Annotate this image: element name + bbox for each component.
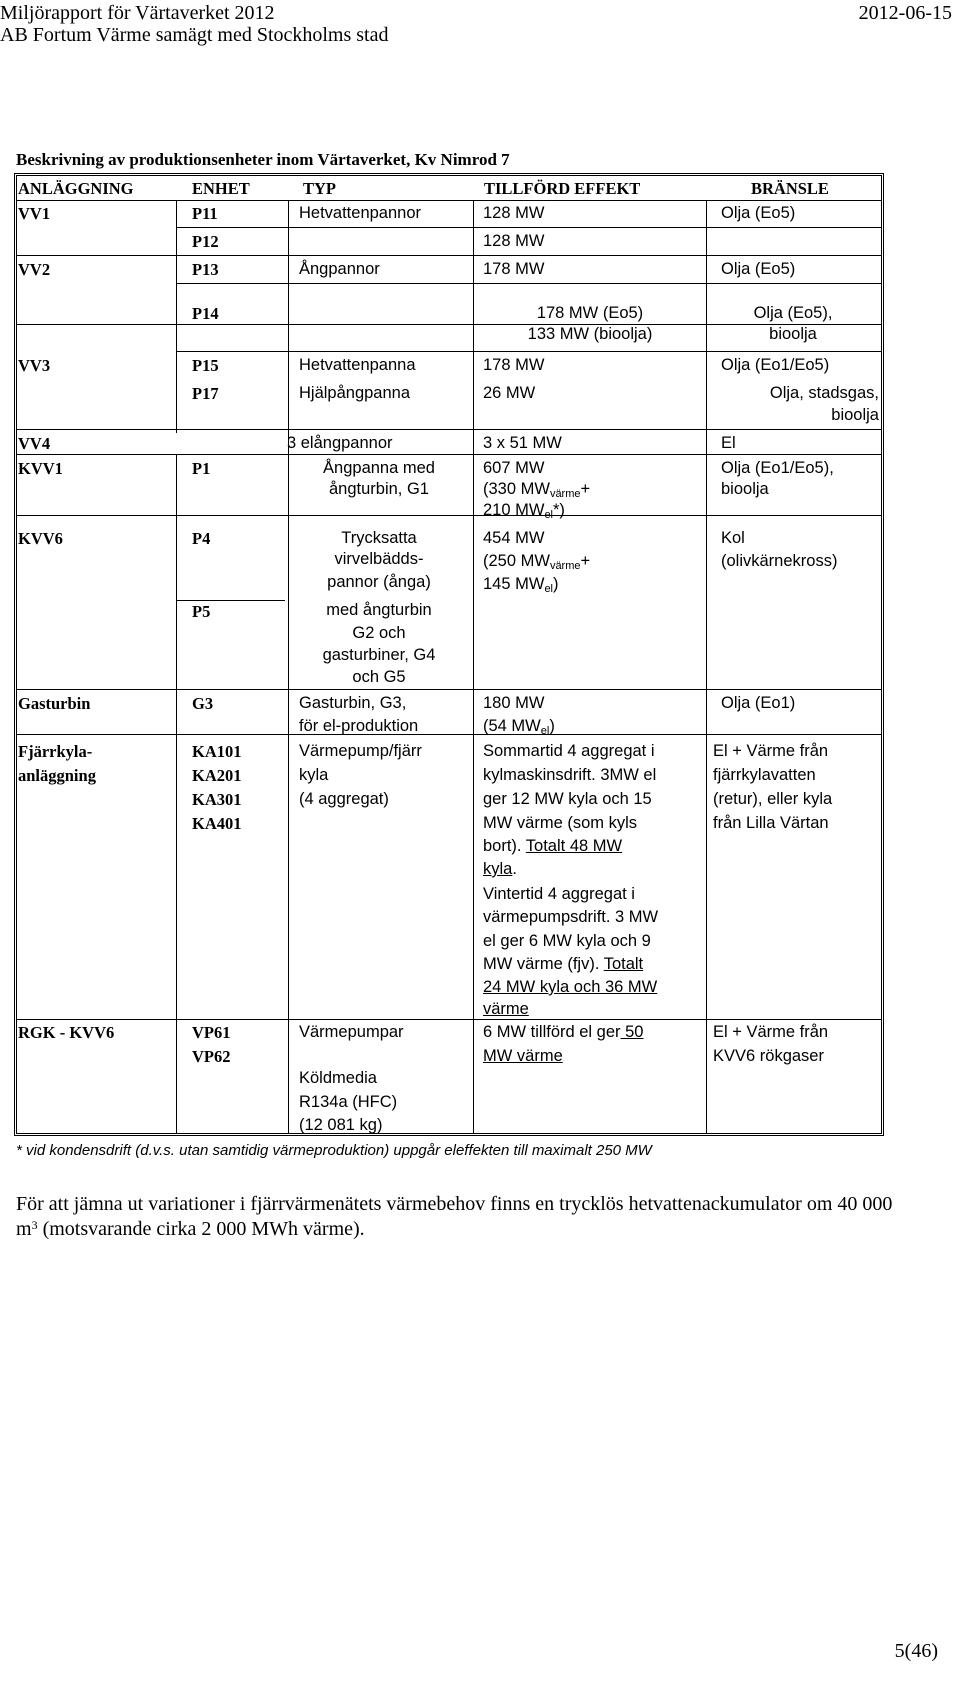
cell-eff-p15: 178 MW	[483, 356, 545, 374]
cell-fuel-fjarrkyla-line1: El + Värme från	[713, 742, 829, 760]
cell-fuel-gasturbin: Olja (Eo1)	[721, 694, 796, 712]
column-header-tillford-effekt: TILLFÖRD EFFEKT	[484, 179, 641, 198]
cell-fuel-fjarrkyla-line4: från Lilla Värtan	[713, 814, 829, 832]
cell-eff-fjarrkyla-line10: MW värme (fjv). Totalt	[483, 955, 644, 973]
cell-typ-gasturbin-line1: Gasturbin, G3,	[299, 694, 407, 712]
cell-fuel-p13: Olja (Eo5)	[721, 260, 796, 278]
cell-eff-fjarrkyla-line3: ger 12 MW kyla och 15	[483, 790, 652, 808]
cell-eff-p12: 128 MW	[483, 232, 545, 250]
cell-eff-kvv6-line2: (250 $MW_{värme}+$	[483, 552, 591, 572]
cell-eff-rgk-line2: MW värme	[483, 1047, 563, 1065]
cell-enhet-vp62: VP62	[192, 1047, 231, 1066]
cell-eff-fjarrkyla-line1: Sommartid 4 aggregat i	[483, 742, 655, 760]
cell-enhet-p17: P17	[192, 384, 219, 403]
cell-eff-fjarrkyla-line12: värme	[483, 1000, 529, 1018]
cell-eff-gasturbin-line1: 180 MW	[483, 694, 545, 712]
cell-typ-rgk-line4: R134a (HFC)	[299, 1093, 398, 1111]
cell-anl-gasturbin: Gasturbin	[18, 694, 91, 713]
cell-typ-fjarrkyla-line2: kyla	[299, 766, 329, 784]
cell-typ-rgk-line1: Värmepumpar	[299, 1023, 404, 1041]
cell-anl-rgk: RGK - KVV6	[18, 1023, 115, 1042]
cell-fuel-p14-line2: bioolja	[769, 325, 817, 343]
cell-fuel-p17-line2: bioolja	[831, 406, 879, 424]
cell-typ-fjarrkyla-line1: Värmepump/fjärr	[299, 742, 422, 760]
cell-anl-vv4: VV4	[18, 434, 51, 453]
document-title: Miljörapport för Värtaverket 2012	[0, 2, 275, 24]
cell-anl-vv3: VV3	[18, 356, 51, 375]
cell-typ-fjarrkyla-line3: (4 aggregat)	[299, 790, 389, 808]
cell-eff-p14-line2: 133 MW (bioolja)	[527, 325, 653, 343]
cell-fuel-p15: Olja (Eo1/Eo5)	[721, 356, 830, 374]
cell-fuel-fjarrkyla-line3: (retur), eller kyla	[713, 790, 833, 808]
cell-typ-gasturbin-line2: för el-produktion	[299, 717, 419, 735]
cell-enhet-p15: P15	[192, 356, 219, 375]
cell-typ-kvv6-line5: G2 och	[352, 624, 406, 642]
cell-enhet-ka401: KA401	[192, 814, 242, 833]
cell-typ-kvv6-line6: gasturbiner, G4	[322, 646, 436, 664]
cell-fuel-p17-line1: Olja, stadsgas,	[769, 384, 879, 402]
cell-fuel-p14-line1: Olja (Eo5),	[753, 304, 833, 322]
cell-enhet-p1: P1	[192, 459, 211, 478]
cell-anl-kvv6: KVV6	[18, 529, 63, 548]
cell-fuel-fjarrkyla-line2: fjärrkylavatten	[713, 766, 816, 784]
cell-typ-vv2: Ångpannor	[299, 260, 380, 278]
cell-eff-fjarrkyla-line5: bort). Totalt 48 MW	[483, 837, 623, 855]
cell-enhet-p14: P14	[192, 304, 219, 323]
cell-eff-fjarrkyla-line4: MW värme (som kyls	[483, 814, 637, 832]
cell-typ-vv4: 3 elångpannor	[287, 434, 393, 452]
cell-typ-kvv6-line3: pannor (ånga)	[327, 573, 431, 591]
cell-eff-vv4: 3 x 51 MW	[483, 434, 562, 452]
cell-fuel-rgk-line2: KVV6 rökgaser	[713, 1047, 824, 1065]
cell-typ-kvv6-line7: och G5	[352, 668, 406, 686]
cell-typ-p17: Hjälpångpanna	[299, 384, 411, 402]
document-date: 2012-06-15	[858, 2, 952, 24]
cell-eff-kvv1-line1: 607 MW	[483, 459, 545, 477]
cell-enhet-ka101: KA101	[192, 742, 242, 761]
cell-anl-kvv1: KVV1	[18, 459, 63, 478]
cell-enhet-p11: P11	[192, 204, 218, 223]
cell-enhet-g3: G3	[192, 694, 214, 713]
cell-fuel-kvv1-line2: bioolja	[721, 480, 769, 498]
cell-enhet-ka201: KA201	[192, 766, 242, 785]
cell-anl-vv2: VV2	[18, 260, 51, 279]
cell-fuel-rgk-line1: El + Värme från	[713, 1023, 829, 1041]
table-caption: Beskrivning av produktionsenheter inom Värtaverket, Kv Nimrod 7	[16, 150, 510, 169]
cell-eff-kvv1-line2: (330 $MW_{värme}+$	[483, 480, 591, 500]
cell-typ-vv1: Hetvattenpannor	[299, 204, 422, 222]
cell-eff-p17: 26 MW	[483, 384, 536, 402]
cell-fuel-vv1: Olja (Eo5)	[721, 204, 796, 222]
cell-eff-kvv1-line3: 210 $MW_{el}*$)	[483, 501, 565, 521]
cell-eff-gasturbin-line2: (54 $MW_{el}$)	[483, 717, 555, 737]
cell-typ-rgk-line5: (12 081 kg)	[299, 1116, 383, 1134]
cell-eff-kvv6-line3: 145 $MW_{el}$)	[483, 575, 559, 595]
cell-typ-p15: Hetvattenpanna	[299, 356, 416, 374]
table-footnote: * vid kondensdrift (d.v.s. utan samtidig värmeproduktion) uppgår eleffekten till maximalt 250 MW	[16, 1142, 652, 1159]
cell-anl-fjarrkyla-line2: anläggning	[18, 766, 96, 785]
column-header-enhet: ENHET	[192, 179, 250, 198]
cell-enhet-ka301: KA301	[192, 790, 242, 809]
cell-typ-kvv6-line4: med ångturbin	[326, 601, 432, 619]
column-header-typ: TYP	[303, 179, 336, 198]
column-header-bransle: BRÄNSLE	[751, 179, 829, 198]
body-paragraph: För att jämna ut variationer i fjärrvärmenätets värmebehov finns en trycklös hetvattenackumulator om 40 000 $m^3$ (motsvarande cirka 2 000 MWh värme).	[16, 1193, 893, 1240]
cell-typ-kvv6-line1: Trycksatta	[341, 529, 417, 547]
cell-fuel-kvv1-line1: Olja (Eo1/Eo5),	[721, 459, 834, 477]
cell-fuel-vv4: El	[721, 434, 736, 452]
cell-eff-fjarrkyla-line11: 24 MW kyla och 36 MW	[483, 978, 658, 996]
cell-fuel-kvv6-line2: (olivkärnekross)	[721, 552, 838, 570]
cell-eff-rgk-line1: 6 MW tillförd el ger 50	[483, 1023, 644, 1041]
cell-enhet-p5: P5	[192, 602, 211, 621]
cell-anl-fjarrkyla-line1: Fjärrkyla-	[18, 742, 93, 761]
cell-eff-kvv6-line1: 454 MW	[483, 529, 545, 547]
cell-fuel-kvv6-line1: Kol	[721, 529, 745, 547]
cell-eff-fjarrkyla-line9: el ger 6 MW kyla och 9	[483, 932, 651, 950]
cell-enhet-vp61: VP61	[192, 1023, 231, 1042]
cell-eff-fjarrkyla-line7: Vintertid 4 aggregat i	[483, 885, 635, 903]
cell-enhet-p4: P4	[192, 529, 211, 548]
cell-typ-rgk-line3: Köldmedia	[299, 1069, 377, 1087]
page-number: 5(46)	[894, 1640, 938, 1662]
cell-eff-p14-line1: 178 MW (Eo5)	[536, 304, 644, 322]
cell-eff-fjarrkyla-line6: kyla.	[483, 860, 517, 878]
cell-eff-fjarrkyla-line2: kylmaskinsdrift. 3MW el	[483, 766, 657, 784]
cell-typ-kvv6-line2: virvelbädds-	[334, 550, 424, 568]
cell-typ-kvv1-line2: ångturbin, G1	[329, 480, 429, 498]
cell-enhet-p12: P12	[192, 232, 219, 251]
cell-enhet-p13: P13	[192, 260, 219, 279]
cell-anl-vv1: VV1	[18, 204, 51, 223]
cell-eff-fjarrkyla-line8: värmepumpsdrift. 3 MW	[483, 908, 659, 926]
column-header-anlaggning: ANLÄGGNING	[18, 179, 134, 198]
cell-eff-p13: 178 MW	[483, 260, 545, 278]
cell-eff-p11: 128 MW	[483, 204, 545, 222]
document-subtitle: AB Fortum Värme samägt med Stockholms stad	[0, 24, 389, 46]
cell-typ-kvv1-line1: Ångpanna med	[323, 459, 435, 477]
